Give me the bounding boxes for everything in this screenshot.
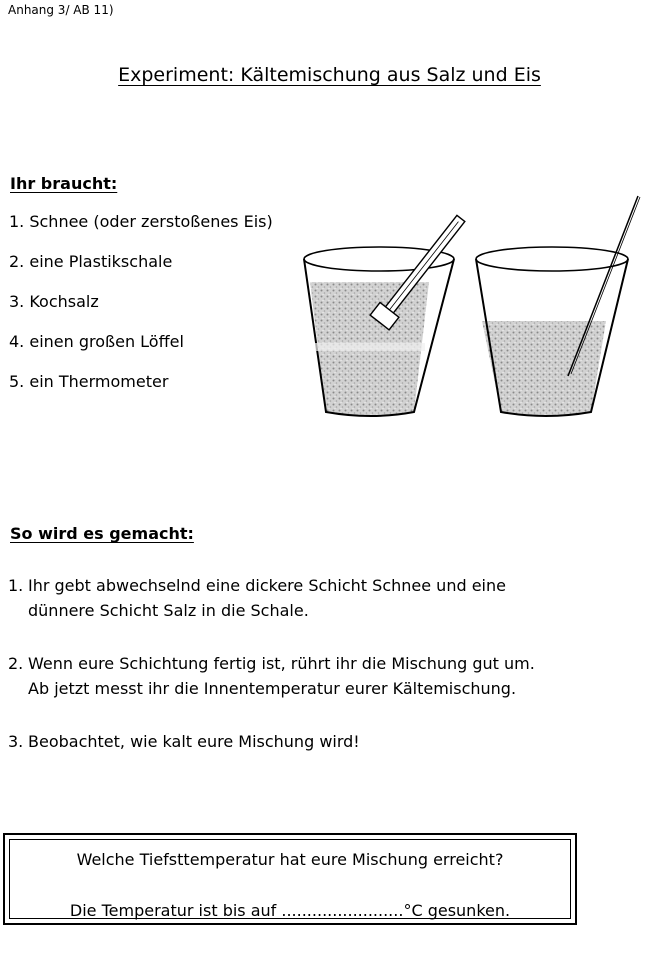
list-item: 4. einen großen Löffel — [9, 332, 184, 351]
experiment-illustration — [296, 193, 641, 423]
materials-list — [9, 208, 273, 408]
procedure-heading: So wird es gemacht: — [10, 524, 194, 543]
step-text: Beobachtet, wie kalt eure Mischung wird! — [28, 732, 360, 751]
question-text: Welche Tiefsttemperatur hat eure Mischung erreicht? — [76, 850, 504, 869]
step-item — [8, 651, 648, 701]
answer-line: Die Temperatur ist bis auf ........................°C gesunken. — [69, 901, 511, 920]
step-item — [8, 573, 648, 623]
list-item: 5. ein Thermometer — [9, 372, 169, 391]
question-box — [3, 833, 577, 925]
page-title: Experiment: Kältemischung aus Salz und Eis — [118, 64, 541, 86]
step-text: Ab jetzt messt ihr die Innentemperatur eurer Kältemischung. — [28, 679, 517, 698]
list-item: 3. Kochsalz — [9, 292, 99, 311]
step-text: Ihr gebt abwechselnd eine dickere Schicht Schnee und eine — [28, 576, 506, 595]
step-number: 1. — [8, 576, 24, 595]
step-text: Wenn eure Schichtung fertig ist, rührt ihr die Mischung gut um. — [28, 654, 535, 673]
question-box-inner — [9, 839, 571, 919]
step-item — [8, 729, 648, 754]
step-text: dünnere Schicht Salz in die Schale. — [28, 601, 309, 620]
step-number: 2. — [8, 654, 24, 673]
procedure-steps — [8, 573, 648, 754]
list-item: 2. eine Plastikschale — [9, 252, 173, 271]
glass-with-stirrer — [476, 196, 640, 416]
list-item: 1. Schnee (oder zerstoßenes Eis) — [9, 212, 273, 231]
materials-heading: Ihr braucht: — [10, 174, 118, 193]
page-header: Anhang 3/ AB 11) — [8, 3, 114, 17]
step-number: 3. — [8, 732, 24, 751]
glass-with-thermometer — [304, 211, 470, 416]
